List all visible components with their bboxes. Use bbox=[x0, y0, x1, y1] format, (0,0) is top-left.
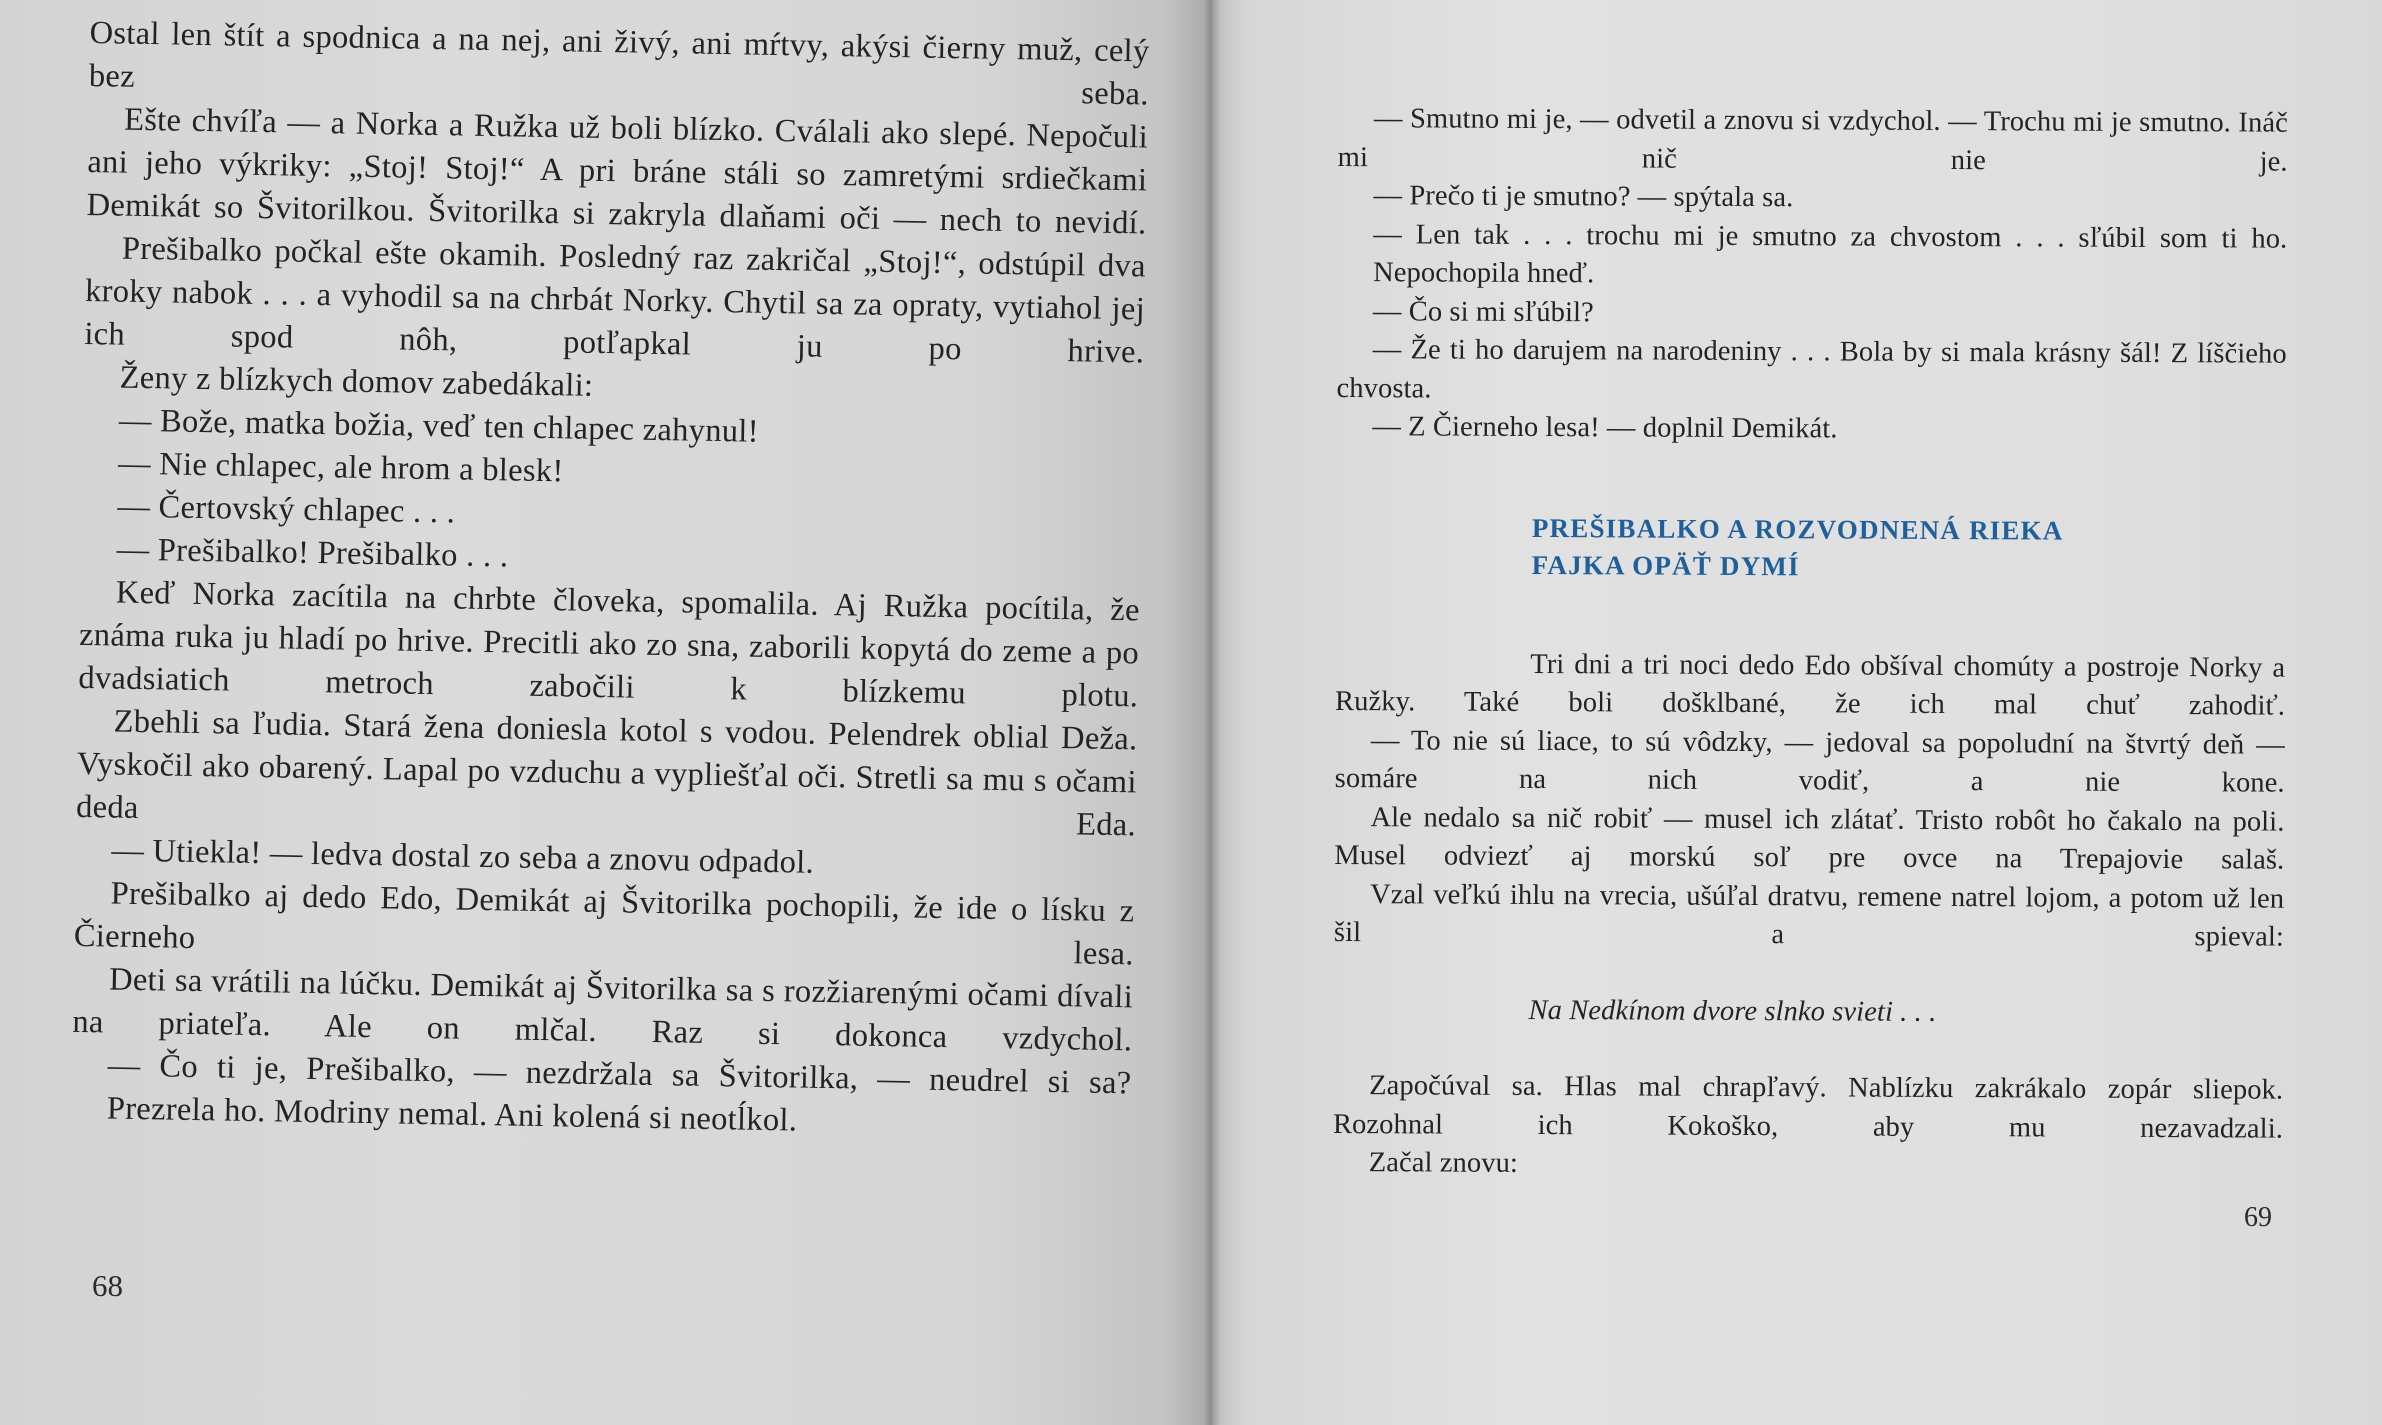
dialogue-line: — Čo ti je, Prešibalko, — nezdržala sa Švitorilka, — neudrel si sa? bbox=[107, 1047, 1132, 1102]
dialogue-line: — Čo si mi sľúbil? bbox=[1372, 295, 1594, 328]
paragraph: Zbehli sa ľudia. Stará žena doniesla kotol s vodou. Pelendrek oblial Deža. Vyskočil ako obarený. Lapal po vzduchu a vypliešťal oči. Stretli sa mu s očami deda Eda. bbox=[75, 703, 1138, 844]
spacer bbox=[1336, 446, 2286, 513]
dialogue-line: — Prečo ti je smutno? — spýtala sa. bbox=[1373, 180, 1794, 214]
spacer bbox=[1335, 582, 2285, 649]
paragraph: Ešte chvíľa — a Norka a Ružka už boli blízko. Cválali ako slepé. Nepočuli ani jeho výkriky: „Stoj! Stoj!“ A pri bráne stáli so zamretými srdiečkami Demikát so Švitorilkou. Švitorilka si zakryla dlaňami oči — nech to nevidí. bbox=[86, 101, 1149, 242]
paragraph: Začal znovu: bbox=[1368, 1147, 1519, 1179]
dialogue-line: — Utiekla! — ledva dostal zo seba a znovu odpadol. bbox=[111, 832, 815, 881]
dialogue-line: — Smutno mi je, — odvetil a znovu si vzdychol. — Trochu mi je smutno. Ináč mi nič nie je. bbox=[1337, 103, 2288, 178]
dialogue-line: — Čertovský chlapec . . . bbox=[117, 488, 456, 531]
paragraph: Prešibalko aj dedo Edo, Demikát aj Švitorilka pochopili, že ide o lísku z Čierneho lesa. bbox=[73, 875, 1135, 973]
paragraph: Ženy z blízkych domov zabedákali: bbox=[119, 359, 594, 404]
dialogue-line: Nepochopila hneď. bbox=[1373, 257, 1595, 290]
dialogue-line: — Prešibalko! Prešibalko . . . bbox=[116, 531, 509, 575]
dialogue-line: — Nie chlapec, ale hrom a blesk! bbox=[117, 445, 564, 490]
paragraph: Deti sa vrátili na lúčku. Demikát aj Švitorilka sa s rozžiarenými očami dívali na priateľa. Ale on mlčal. Raz si dokonca vzdychol. bbox=[72, 961, 1134, 1059]
spacer bbox=[1334, 952, 2284, 995]
right-page-text bbox=[1333, 100, 2288, 1187]
left-page-text bbox=[70, 12, 1149, 1148]
paragraph: Vzal veľkú ihlu na vrecia, ušúľal dratvu, remene natrel lojom, a potom už len šil a spieval: bbox=[1333, 878, 2285, 953]
paragraph: Ostal len štít a spodnica a na nej, ani živý, ani mŕtvy, akýsi čierny muž, celý bez seba. bbox=[88, 14, 1150, 113]
paragraph: Započúval sa. Hlas mal chrapľavý. Nablízku zakrákalo zopár sliepok. Rozohnal ich Kokoško, aby mu nezavadzali. bbox=[1332, 1070, 2284, 1145]
paragraph: Ale nedalo sa nič robiť — musel ich zlátať. Tristo robôt ho čakalo na poli. Musel odviezť aj morskú soľ pre ovce na Trepajovie salaš. bbox=[1334, 801, 2285, 876]
dialogue-line: — Že ti ho darujem na narodeniny . . . Bola by si mala krásny šál! Z líščieho chvosta. bbox=[1336, 334, 2287, 404]
dialogue-line: — Bože, matka božia, veď ten chlapec zahynul! bbox=[118, 402, 760, 450]
song-line: Na Nedkínom dvore slnko svieti . . . bbox=[1528, 994, 1937, 1028]
paragraph: Tri dni a tri noci dedo Edo obšíval chomúty a postroje Norky a Ružky. Také boli došklbané, že ich mal chuť zahodiť. bbox=[1334, 648, 2286, 722]
paragraph: Prešibalko počkal ešte okamih. Posledný raz zakričal „Stoj!“, odstúpil dva kroky nabok . . . a vyhodil sa na chrbát Norky. Chytil sa za opraty, vytiahol jej ich spod nôh, potľapkal ju po hrive. bbox=[84, 230, 1147, 371]
page-number: 68 bbox=[92, 1268, 123, 1303]
dialogue-line: — Len tak . . . trochu mi je smutno za chvostom . . . sľúbil som ti ho. bbox=[1373, 218, 2288, 255]
dialogue-line: — Z Čierneho lesa! — doplnil Demikát. bbox=[1372, 411, 1838, 445]
chapter-heading-line: FAJKA OPÄŤ DYMÍ bbox=[1531, 549, 1800, 581]
page-number: 69 bbox=[2244, 1202, 2272, 1233]
spacer bbox=[1333, 1029, 2283, 1072]
paragraph: Keď Norka zacítila na chrbte človeka, spomalila. Aj Ružka pocítila, že známa ruka ju hladí po hrive. Precitli ako zo sna, zaborili kopytá do zeme a po dvadsiatich metroch zabočili k blízkemu plotu. bbox=[78, 574, 1141, 715]
chapter-heading bbox=[1532, 509, 2286, 587]
paragraph: — To nie sú liace, to sú vôdzky, — jedoval sa popoludní na štvrtý deň — somáre na nich vodiť, a nie kone. bbox=[1334, 724, 2285, 799]
paragraph: Prezrela ho. Modriny nemal. Ani kolená si neotĺkol. bbox=[106, 1090, 798, 1139]
chapter-heading-line: PREŠIBALKO A ROZVODNENÁ RIEKA bbox=[1531, 512, 2064, 546]
book-gutter bbox=[1203, 0, 1221, 1425]
